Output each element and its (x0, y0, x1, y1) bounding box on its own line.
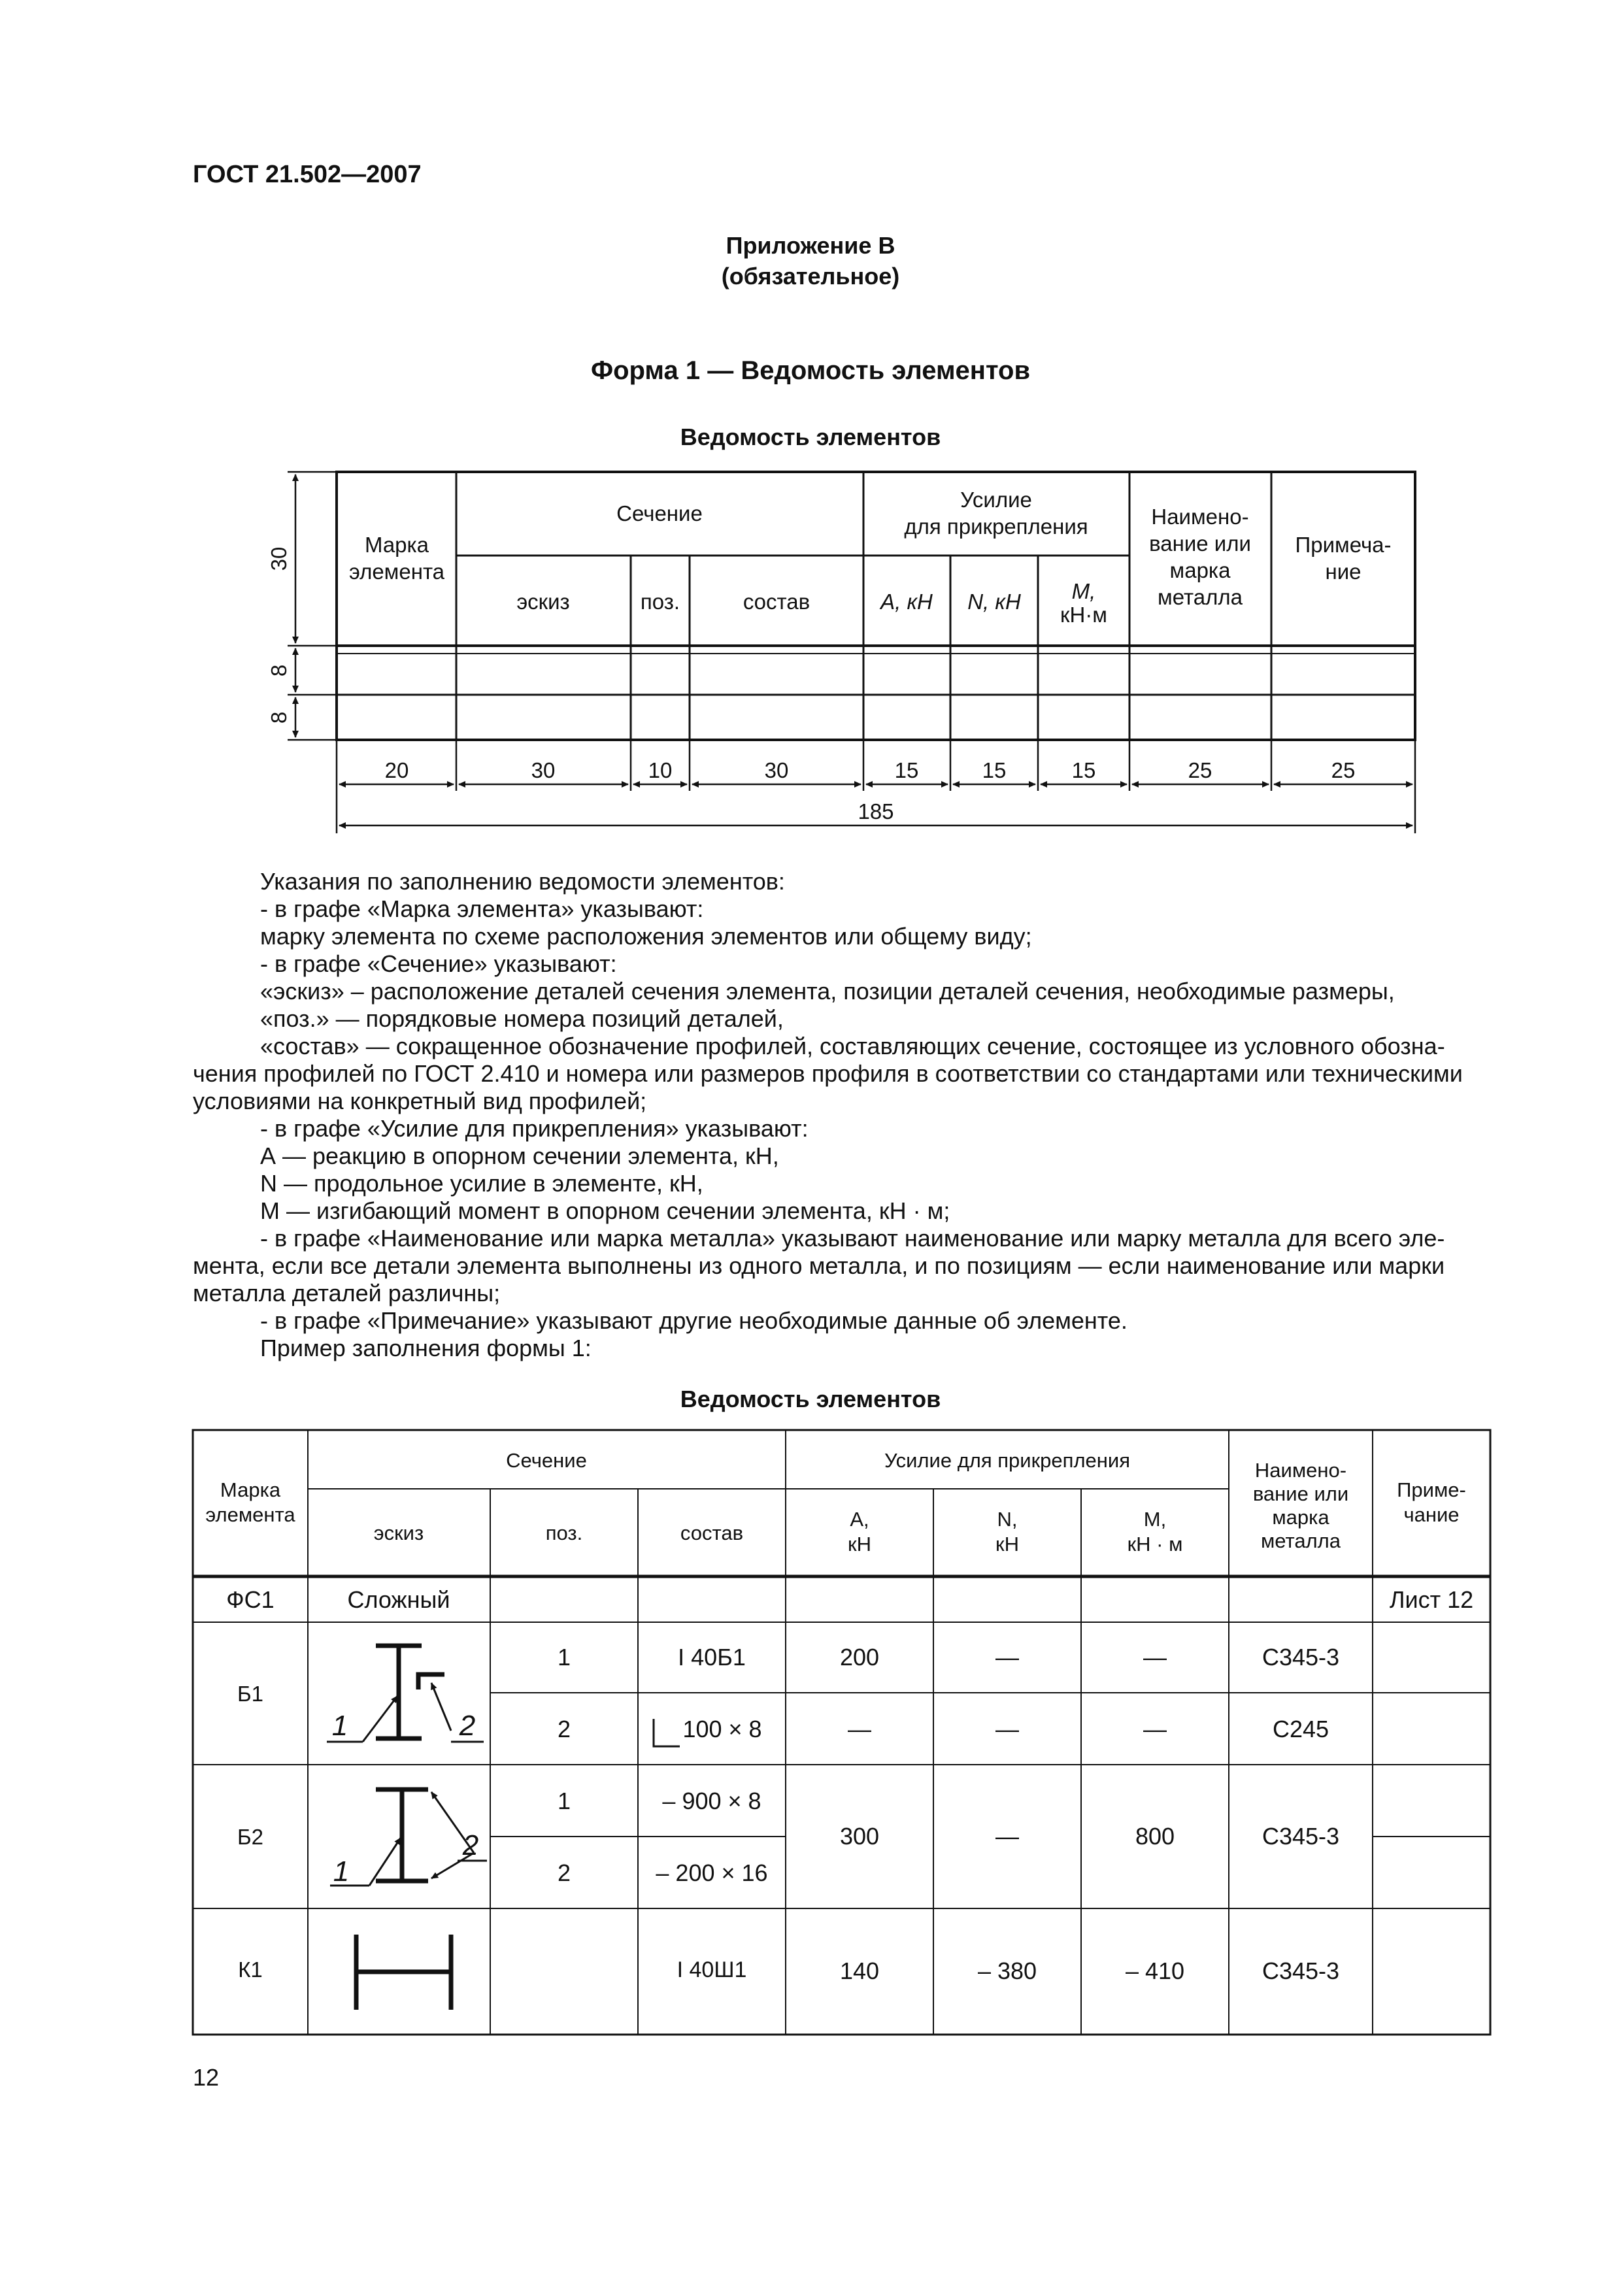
form-header-metal-2: вание или (1149, 531, 1251, 556)
b1-n1: — (995, 1644, 1019, 1671)
ex-header-n-2: кН (995, 1533, 1019, 1556)
ex-header-sketch: эскиз (373, 1522, 424, 1544)
form-header-pos: поз. (640, 590, 680, 614)
row-dim-8b: 8 (267, 711, 291, 724)
form-header-section: Сечение (616, 501, 703, 525)
instructions (193, 868, 1500, 1362)
instruction-line: условиями на конкретный вид профилей; (193, 1088, 647, 1114)
b2-pos2: 2 (557, 1859, 571, 1886)
form-table (337, 472, 1415, 740)
document-header: ГОСТ 21.502—2007 (193, 161, 422, 188)
b2-m: 800 (1135, 1823, 1175, 1850)
row-dimensions (288, 472, 337, 740)
col-dim-7: 15 (1071, 758, 1096, 782)
b2-comp1: – 900 × 8 (662, 1788, 761, 1814)
b1-metal2: С245 (1272, 1716, 1329, 1742)
col-dim-3: 10 (648, 758, 673, 782)
form-header-force-1: Усилие (960, 488, 1032, 512)
form-header-note-2: ние (1325, 559, 1362, 584)
col-dim-4: 30 (764, 758, 789, 782)
instruction-line: «поз.» — порядковые номера позиций деталей, (260, 1005, 784, 1032)
b1-label-2: 2 (459, 1710, 476, 1742)
b2-mark: Б2 (237, 1825, 264, 1849)
instruction-line: Пример заполнения формы 1: (260, 1335, 592, 1361)
b2-label-2: 2 (462, 1829, 479, 1861)
ex-header-mark-2: элемента (205, 1503, 295, 1526)
angle-profile-icon (654, 1719, 680, 1746)
instruction-line: чения профилей по ГОСТ 2.410 и номера или размеров профиля в соответствии со стандартами или техническими (193, 1060, 1463, 1087)
fs1-mark: ФС1 (226, 1586, 275, 1613)
k1-mark: К1 (238, 1957, 263, 1982)
ex-header-note-1: Приме- (1397, 1478, 1466, 1501)
ex-header-section: Сечение (506, 1449, 587, 1472)
form-title: Форма 1 — Ведомость элементов (590, 356, 1031, 385)
ex-header-mark-1: Марка (220, 1478, 281, 1501)
ex-header-a-2: кН (848, 1533, 871, 1556)
b1-a1: 200 (839, 1644, 880, 1671)
form-header-note-1: Примеча- (1295, 533, 1392, 557)
b2-n: — (995, 1823, 1019, 1850)
form-header-metal-4: металла (1158, 585, 1243, 609)
ex-header-note-2: чание (1403, 1503, 1460, 1526)
instruction-line: - в графе «Примечание» указывают другие необходимые данные об элементе. (260, 1307, 1128, 1334)
k1-a: 140 (839, 1957, 880, 1984)
col-dim-9: 25 (1331, 758, 1356, 782)
form-header-sketch: эскиз (516, 590, 570, 614)
ex-header-m-2: кН · м (1127, 1533, 1183, 1556)
b1-m2: — (1143, 1716, 1167, 1742)
b1-mark: Б1 (237, 1682, 264, 1706)
instruction-line: мента, если все детали элемента выполнены из одного металла, и по позициям — если наименование или марки (193, 1252, 1445, 1279)
instruction-line: - в графе «Сечение» указывают: (260, 950, 617, 977)
form-header-n: N, кН (967, 590, 1021, 614)
col-dim-1: 20 (384, 758, 409, 782)
col-dim-2: 30 (531, 758, 556, 782)
instruction-line: М — изгибающий момент в опорном сечении элемента, кН · м; (260, 1197, 950, 1224)
col-dim-6: 15 (982, 758, 1007, 782)
b1-comp1: I 40Б1 (678, 1644, 746, 1671)
row-dim-30: 30 (267, 546, 291, 571)
b1-pos2: 2 (557, 1716, 571, 1742)
form-header-a: А, кН (880, 590, 933, 614)
ex-header-pos: поз. (545, 1522, 583, 1544)
example-headers (205, 1449, 1465, 1556)
b2-pos1: 1 (557, 1788, 571, 1814)
instruction-line: «состав» — сокращенное обозначение профилей, составляющих сечение, состоящее из условного обозна- (260, 1033, 1445, 1059)
total-dim: 185 (858, 799, 894, 824)
instruction-line: - в графе «Усилие для прикрепления» указывают: (260, 1115, 809, 1142)
instruction-line: марку элемента по схеме расположения элементов или общему виду; (260, 923, 1032, 950)
form-header-metal-3: марка (1169, 558, 1231, 582)
fs1-note: Лист 12 (1389, 1586, 1474, 1613)
form-header-metal-1: Наимено- (1151, 505, 1249, 529)
b2-metal: С345-3 (1262, 1823, 1340, 1850)
form-header-force-2: для прикрепления (904, 514, 1088, 539)
form-header-comp: состав (743, 590, 811, 614)
ex-header-metal-2: вание или (1252, 1482, 1349, 1505)
ex-header-m-1: М, (1143, 1508, 1167, 1531)
ex-header-metal-4: металла (1260, 1529, 1341, 1552)
ex-header-comp: состав (680, 1522, 744, 1544)
form-header-mark-1: Марка (364, 533, 429, 557)
b2-a: 300 (839, 1823, 880, 1850)
form-header-m-2: кН·м (1060, 603, 1107, 627)
k1-m: – 410 (1125, 1957, 1185, 1984)
b1-a2: — (848, 1716, 871, 1742)
instruction-line: N — продольное усилие в элементе, кН, (260, 1170, 703, 1197)
example-table-title: Ведомость элементов (680, 1386, 941, 1412)
b1-metal1: С345-3 (1262, 1644, 1340, 1671)
instruction-line: - в графе «Наименование или марка металла» указывают наименование или марку металла для всего эле- (260, 1225, 1445, 1252)
fs1-sketch: Сложный (347, 1586, 450, 1613)
k1-metal: С345-3 (1262, 1957, 1340, 1984)
ex-header-metal-3: марка (1272, 1506, 1329, 1529)
instruction-line: Указания по заполнению ведомости элементов: (260, 868, 785, 895)
b2-comp2: – 200 × 16 (656, 1859, 768, 1886)
page-number: 12 (193, 2064, 220, 2091)
ex-header-metal-1: Наимено- (1254, 1459, 1347, 1482)
ex-header-a-1: А, (850, 1508, 869, 1531)
appendix-title: Приложение В (726, 232, 895, 259)
instruction-line: А — реакцию в опорном сечении элемента, кН, (260, 1142, 779, 1169)
b2-label-1: 1 (333, 1855, 350, 1888)
instruction-line: «эскиз» – расположение деталей сечения элемента, позиции деталей сечения, необходимые размеры, (260, 978, 1395, 1005)
b1-n2: — (995, 1716, 1019, 1742)
instruction-line: металла деталей различны; (193, 1280, 501, 1306)
b1-pos1: 1 (557, 1644, 571, 1671)
b1-label-1: 1 (331, 1710, 348, 1742)
b1-comp2: 100 × 8 (682, 1716, 762, 1742)
row-dim-8a: 8 (267, 664, 291, 677)
k1-comp: I 40Ш1 (677, 1957, 747, 1982)
instruction-line: - в графе «Марка элемента» указывают: (260, 895, 704, 922)
form-table-headers (349, 488, 1392, 627)
sketch-k1-icon (356, 1935, 451, 2010)
ex-header-n-1: N, (997, 1508, 1018, 1531)
col-dim-8: 25 (1188, 758, 1212, 782)
form-table-title: Ведомость элементов (680, 424, 941, 450)
k1-n: – 380 (977, 1957, 1037, 1984)
form-header-mark-2: элемента (348, 559, 445, 584)
form-header-m-1: М, (1071, 579, 1096, 603)
appendix-status: (обязательное) (721, 263, 900, 290)
col-dim-5: 15 (894, 758, 919, 782)
b1-m1: — (1143, 1644, 1167, 1671)
ex-header-force: Усилие для прикрепления (884, 1449, 1130, 1472)
